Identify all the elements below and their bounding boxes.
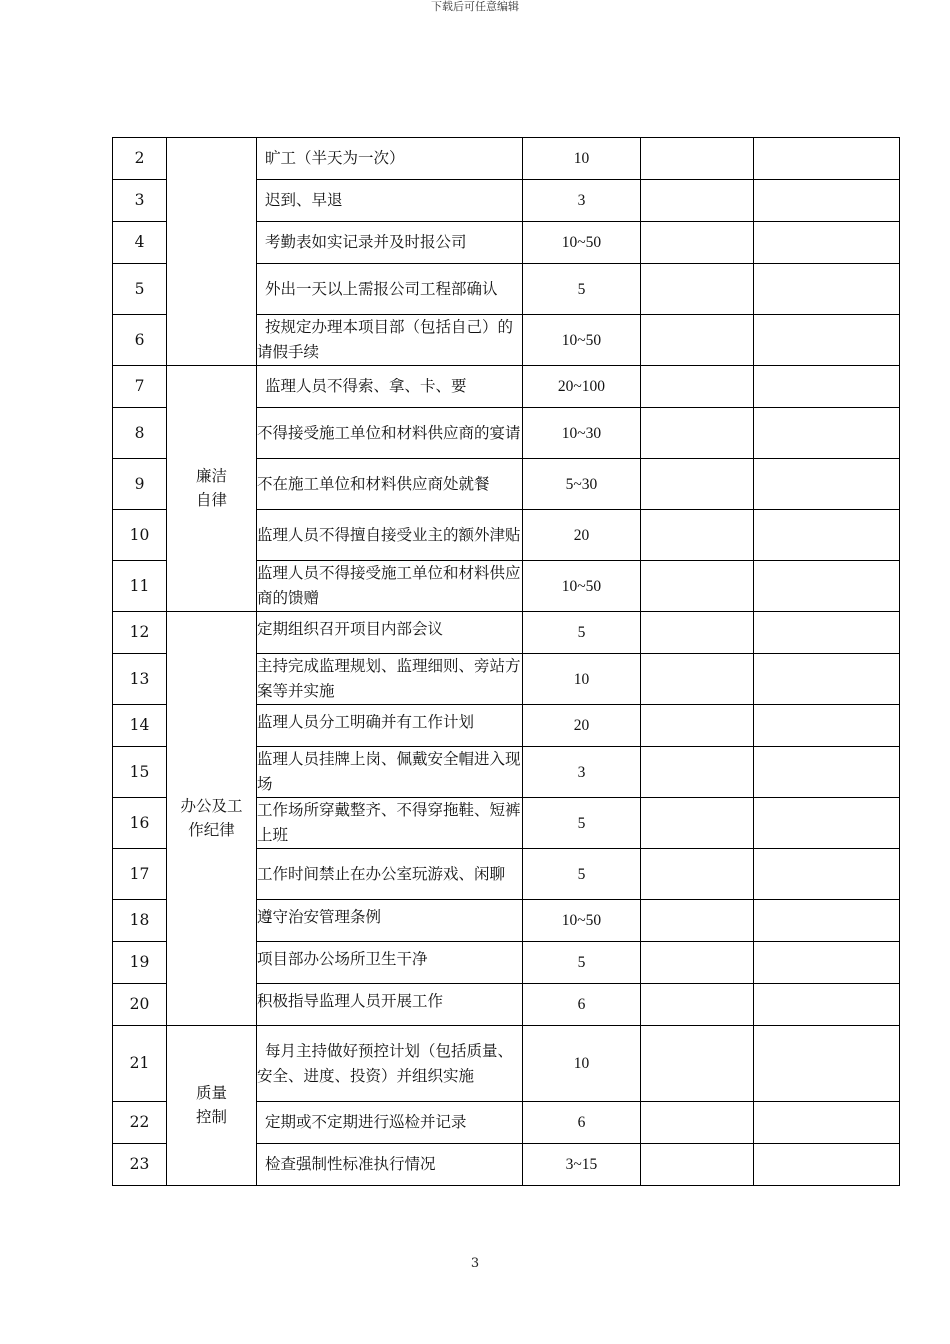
blank-cell (754, 747, 900, 798)
score-cell: 5 (523, 798, 641, 849)
blank-cell (754, 984, 900, 1026)
item-text: 定期组织召开项目内部会议 (257, 612, 523, 654)
blank-cell (754, 705, 900, 747)
blank-cell (754, 849, 900, 900)
blank-cell (641, 1102, 754, 1144)
row-number: 13 (113, 654, 167, 705)
score-cell: 5 (523, 849, 641, 900)
score-cell: 20~100 (523, 366, 641, 408)
row-number: 6 (113, 315, 167, 366)
item-text: 监理人员分工明确并有工作计划 (257, 705, 523, 747)
item-text: 旷工（半天为一次） (257, 138, 523, 180)
score-cell: 5 (523, 264, 641, 315)
row-number: 22 (113, 1102, 167, 1144)
category-integrity: 廉洁自律 (167, 366, 257, 612)
item-text: 按规定办理本项目部（包括自己）的请假手续 (257, 315, 523, 366)
item-text: 迟到、早退 (257, 180, 523, 222)
row-number: 9 (113, 459, 167, 510)
blank-cell (754, 1102, 900, 1144)
blank-cell (641, 984, 754, 1026)
blank-cell (754, 459, 900, 510)
score-cell: 10~50 (523, 222, 641, 264)
blank-cell (641, 1026, 754, 1102)
score-cell: 10 (523, 654, 641, 705)
blank-cell (641, 1144, 754, 1186)
row-number: 8 (113, 408, 167, 459)
blank-cell (641, 654, 754, 705)
score-cell: 3~15 (523, 1144, 641, 1186)
blank-cell (641, 942, 754, 984)
row-number: 23 (113, 1144, 167, 1186)
blank-cell (641, 366, 754, 408)
table-row (113, 612, 900, 654)
category-cell-attendance (167, 138, 257, 366)
row-number: 18 (113, 900, 167, 942)
blank-cell (641, 264, 754, 315)
blank-cell (754, 561, 900, 612)
blank-cell (641, 315, 754, 366)
row-number: 14 (113, 705, 167, 747)
row-number: 10 (113, 510, 167, 561)
row-number: 2 (113, 138, 167, 180)
item-text: 每月主持做好预控计划（包括质量、安全、进度、投资）并组织实施 (257, 1026, 523, 1102)
header-note: 下载后可任意编辑 (431, 0, 519, 13)
blank-cell (754, 510, 900, 561)
item-text: 主持完成监理规划、监理细则、旁站方案等并实施 (257, 654, 523, 705)
blank-cell (754, 180, 900, 222)
row-number: 15 (113, 747, 167, 798)
item-text: 不在施工单位和材料供应商处就餐 (257, 459, 523, 510)
score-cell: 10 (523, 1026, 641, 1102)
row-number: 12 (113, 612, 167, 654)
blank-cell (754, 942, 900, 984)
row-number: 4 (113, 222, 167, 264)
category-quality-control: 质量控制 (167, 1026, 257, 1186)
score-cell: 5 (523, 942, 641, 984)
item-text: 外出一天以上需报公司工程部确认 (257, 264, 523, 315)
row-number: 16 (113, 798, 167, 849)
blank-cell (641, 510, 754, 561)
blank-cell (641, 561, 754, 612)
blank-cell (641, 747, 754, 798)
item-text: 工作时间禁止在办公室玩游戏、闲聊 (257, 849, 523, 900)
item-text: 考勤表如实记录并及时报公司 (257, 222, 523, 264)
blank-cell (641, 459, 754, 510)
row-number: 7 (113, 366, 167, 408)
item-text: 监理人员挂牌上岗、佩戴安全帽进入现场 (257, 747, 523, 798)
blank-cell (754, 654, 900, 705)
row-number: 17 (113, 849, 167, 900)
blank-cell (641, 612, 754, 654)
blank-cell (754, 264, 900, 315)
row-number: 3 (113, 180, 167, 222)
score-cell: 10 (523, 138, 641, 180)
blank-cell (641, 180, 754, 222)
table-row (113, 138, 900, 180)
score-cell: 10~50 (523, 900, 641, 942)
item-text: 工作场所穿戴整齐、不得穿拖鞋、短裤上班 (257, 798, 523, 849)
score-cell: 10~30 (523, 408, 641, 459)
blank-cell (754, 222, 900, 264)
blank-cell (641, 408, 754, 459)
page-number: 3 (470, 1256, 480, 1271)
blank-cell (641, 798, 754, 849)
score-cell: 3 (523, 747, 641, 798)
table-row (113, 1026, 900, 1102)
item-text: 监理人员不得索、拿、卡、要 (257, 366, 523, 408)
row-number: 20 (113, 984, 167, 1026)
blank-cell (641, 705, 754, 747)
item-text: 定期或不定期进行巡检并记录 (257, 1102, 523, 1144)
blank-cell (754, 900, 900, 942)
blank-cell (641, 138, 754, 180)
item-text: 不得接受施工单位和材料供应商的宴请 (257, 408, 523, 459)
score-cell: 10~50 (523, 561, 641, 612)
blank-cell (754, 612, 900, 654)
blank-cell (754, 366, 900, 408)
blank-cell (641, 900, 754, 942)
blank-cell (641, 222, 754, 264)
score-cell: 6 (523, 1102, 641, 1144)
table-row (113, 366, 900, 408)
blank-cell (754, 798, 900, 849)
blank-cell (641, 849, 754, 900)
score-cell: 5 (523, 612, 641, 654)
blank-cell (754, 138, 900, 180)
score-cell: 10~50 (523, 315, 641, 366)
score-cell: 20 (523, 705, 641, 747)
item-text: 监理人员不得擅自接受业主的额外津贴 (257, 510, 523, 561)
score-cell: 3 (523, 180, 641, 222)
row-number: 11 (113, 561, 167, 612)
row-number: 21 (113, 1026, 167, 1102)
blank-cell (754, 1144, 900, 1186)
category-office-discipline: 办公及工作纪律 (167, 612, 257, 1026)
assessment-table (112, 137, 900, 1186)
row-number: 5 (113, 264, 167, 315)
score-cell: 20 (523, 510, 641, 561)
item-text: 积极指导监理人员开展工作 (257, 984, 523, 1026)
score-cell: 6 (523, 984, 641, 1026)
item-text: 检查强制性标准执行情况 (257, 1144, 523, 1186)
blank-cell (754, 315, 900, 366)
score-cell: 5~30 (523, 459, 641, 510)
row-number: 19 (113, 942, 167, 984)
item-text: 项目部办公场所卫生干净 (257, 942, 523, 984)
item-text: 遵守治安管理条例 (257, 900, 523, 942)
blank-cell (754, 1026, 900, 1102)
item-text: 监理人员不得接受施工单位和材料供应商的馈赠 (257, 561, 523, 612)
blank-cell (754, 408, 900, 459)
